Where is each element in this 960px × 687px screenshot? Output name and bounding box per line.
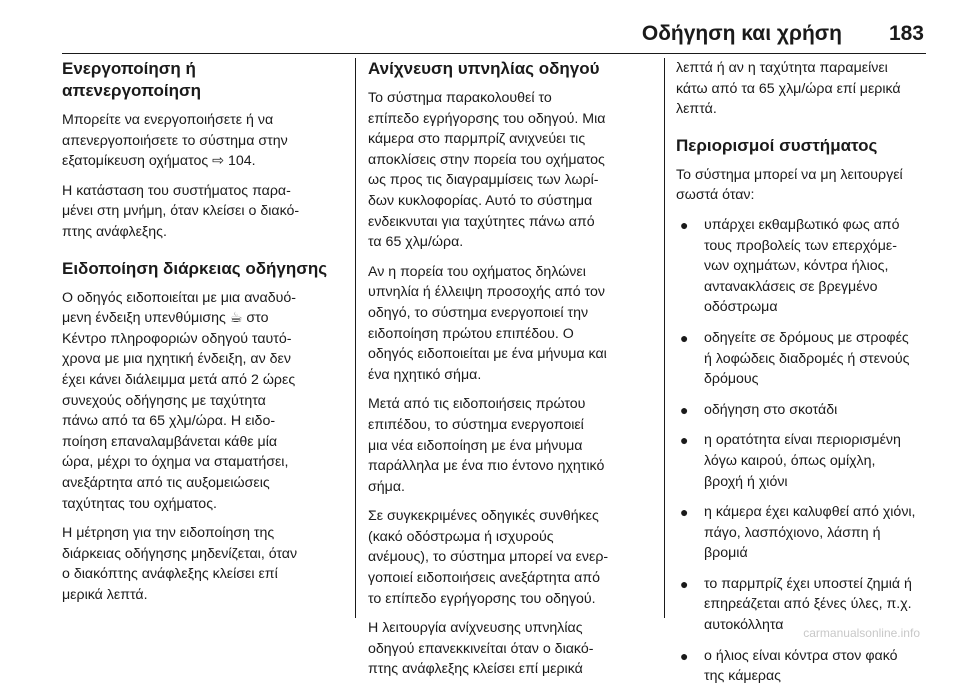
bullet-icon: ●: [680, 432, 689, 449]
section-heading-limitations: Περιορισμοί συστήματος: [676, 135, 878, 155]
section-heading-activation: Ενεργοποίηση ή απενεργοποίηση: [62, 59, 201, 100]
page-number: 183: [888, 22, 924, 45]
bullet-icon: ●: [680, 329, 689, 346]
paragraph: Μπορείτε να ενεργοποιήσετε ή να απενεργοποιήσετε το σύστημα στην εξατομίκευση οχήματος ⇨ 104.: [62, 112, 288, 170]
list-item: ● οδήγηση στο σκοτάδι: [676, 400, 932, 421]
column-1: [62, 58, 352, 618]
paragraph: Το σύστημα παρακολουθεί το επίπεδο εγρήγορσης του οδηγού. Μια κάμερα στο παρμπρίζ ανιχνεύει τις αποκλίσεις στην πορεία του οχήματος ως προς τις διαγραμμίσεις των λωρί‐ δων κυκλοφορίας. Αυτό το σύστημα ενδεικνυται για ταχύτητες πάνω από τα 65 χλμ/ώρα.: [368, 90, 606, 251]
paragraph: Η λειτουργία ανίχνευσης υπνηλίας οδηγού επανεκκινείται όταν ο διακό‐ πτης ανάφλεξης κλείσει επί μερικά: [368, 620, 594, 678]
column-2: [368, 58, 660, 678]
page-title: Οδήγηση και χρήση: [641, 22, 842, 45]
list-item: ● ο ήλιος είναι κόντρα στον φακό της κάμερας: [680, 647, 898, 685]
watermark: carmanualsonline.info: [803, 626, 920, 640]
limitations-list: [676, 215, 932, 687]
bullet-icon: ●: [680, 216, 689, 233]
bullet-icon: ●: [680, 504, 689, 521]
paragraph: λεπτά ή αν η ταχύτητα παραμείνει κάτω από τα 65 χλμ/ώρα επί μερικά λεπτά.: [676, 60, 901, 118]
list-item: ● η κάμερα έχει καλυφθεί από χιόνι, πάγο, λασπόχιονο, λάσπη ή βρομιά: [680, 504, 916, 562]
page-header: [0, 0, 960, 52]
paragraph: Μετά από τις ειδοποιήσεις πρώτου επιπέδου, το σύστημα ενεργοποιεί μια νέα ειδοποίηση με ένα μήνυμα παράλληλα με ένα πιο έντονο ηχητικό σήμα.: [368, 396, 605, 495]
paragraph: Ο οδηγός ειδοποιείται με μια αναδυό‐ μενη ένδειξη υπενθύμισης ☕ στο Κέντρο πληροφοριών οδηγού ταυτό‐ χρονα με μια ηχητική ένδειξη, αν δεν έχει κάνει διάλειμμα μετά από 2 ώρες συνεχούς οδήγησης με ταχύτητα πάνω από τα 65 χλμ/ώρα. Η ειδο‐ ποίηση επαναλαμβάνεται κάθε μία ώρα, μέχρι το όχημα να σταματήσει, ανεξάρτητα από τις αυξομειώσεις ταχύτητας του οχήματος.: [62, 289, 296, 512]
section-heading-drowsiness: Ανίχνευση υπνηλίας οδηγού: [368, 59, 600, 78]
paragraph: Σε συγκεκριμένες οδηγικές συνθήκες (κακό οδόστρωμα ή ισχυρούς ανέμους), το σύστημα μπορεί να ενερ‐ γοποιεί ειδοποιήσεις ανεξάρτητα από το επίπεδο εγρήγορσης του οδηγού.: [368, 508, 609, 607]
paragraph: Η μέτρηση για την ειδοποίηση της διάρκειας οδήγησης μηδενίζεται, όταν ο διακόπτης ανάφλεξης κλείσει επί μερικά λεπτά.: [62, 525, 298, 603]
column-divider-2: [664, 58, 665, 618]
section-heading-driving-duration: Ειδοποίηση διάρκειας οδήγησης: [62, 258, 328, 278]
bullet-icon: ●: [680, 575, 689, 592]
list-item: ● υπάρχει εκθαμβωτικό φως από τους προβολείς των επερχόμε‐ νων οχημάτων, κόντρα ήλιος, αντανακλάσεις σε βρεγμένο οδόστρωμα: [680, 216, 900, 316]
bullet-icon: ●: [680, 401, 689, 418]
header-rule: [62, 53, 926, 54]
bullet-icon: ●: [680, 647, 689, 664]
column-divider-1: [355, 58, 356, 618]
list-item: ● οδηγείτε σε δρόμους με στροφές ή λοφώδεις διαδρομές ή στενούς δρόμους: [680, 329, 910, 388]
paragraph: Το σύστημα μπορεί να μη λειτουργεί σωστά όταν:: [676, 166, 903, 204]
list-item: ● το παρμπρίζ έχει υποστεί ζημιά ή επηρεάζεται από ξένες ύλες, π.χ. αυτοκόλλητα: [680, 575, 912, 634]
paragraph: Η κατάσταση του συστήματος παρα‐ μένει στη μνήμη, όταν κλείσει ο διακό‐ πτης ανάφλεξης.: [62, 182, 300, 240]
list-item: ● η ορατότητα είναι περιορισμένη λόγω καιρού, όπως ομίχλη, βροχή ή χιόνι: [680, 432, 901, 490]
paragraph: Αν η πορεία του οχήματος δηλώνει υπνηλία ή έλλειψη προσοχής από τον οδηγό, το σύστημα ενεργοποιεί την ειδοποίηση πρώτου επιπέδου. Ο οδηγός ειδοποιείται με ένα μήνυμα και ένα ηχητικό σήμα.: [368, 263, 607, 383]
